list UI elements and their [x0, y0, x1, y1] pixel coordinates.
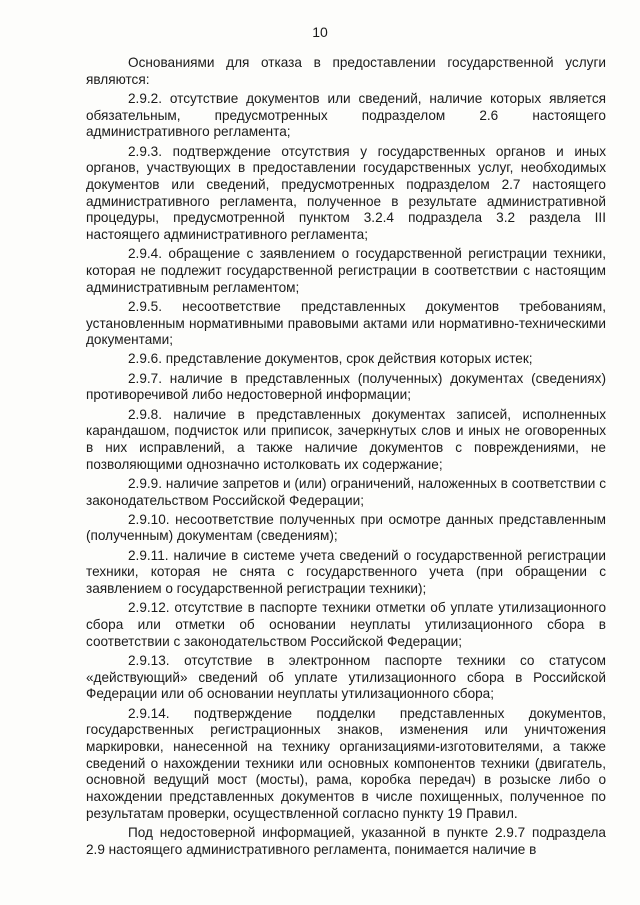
- paragraph-2-9-6: 2.9.6. представление документов, срок действия которых истек;: [128, 351, 533, 367]
- paragraph-2-9-9: 2.9.9. наличие запретов и (или) ограничений, наложенных в соответствии с законодательством Российской Федерации;: [86, 475, 606, 508]
- paragraph-intro: Основаниями для отказа в предоставлении государственной услуги являются:: [86, 55, 606, 87]
- paragraph-definition: Под недостоверной информацией, указанной в пункте 2.9.7 подраздела 2.9 настоящего административного регламента, понимается наличие в: [86, 824, 606, 857]
- paragraph-2-9-8: 2.9.8. наличие в представленных документах записей, исполненных карандашом, подчисток или приписок, зачеркнутых слов и иных не оговоренных в них исправлений, а также наличие документов с повреждениями, не позволяющими однозначно истолковать их содержание;: [86, 406, 606, 472]
- paragraph-2-9-2: 2.9.2. отсутствие документов или сведений, наличие которых является обязательным, предусмотренных подразделом 2.6 настоящего административного регламента;: [86, 90, 606, 140]
- paragraph-2-9-4: 2.9.4. обращение с заявлением о государственной регистрации техники, которая не подлежит государственной регистрации в соответствии с настоящим административным регламентом;: [86, 246, 606, 295]
- paragraph-2-9-12: 2.9.12. отсутствие в паспорте техники отметки об уплате утилизационного сбора или отметки об основании неуплаты утилизационного сбора в соответствии с законодательством Российской Федерации;: [86, 600, 606, 649]
- page-number: 10: [312, 24, 328, 40]
- paragraph-2-9-10: 2.9.10. несоответствие полученных при осмотре данных представленным (полученным) документам (сведениям);: [86, 511, 606, 544]
- document-body: [86, 55, 606, 858]
- paragraph-2-9-3: 2.9.3. подтверждение отсутствия у государственных органов и иных органов, участвующих в предоставлении государственных услуг, необходимых документов или сведений, предусмотренных подразделом 2.7 настоящего административного регламента, полученное в результате административной процедуры, предусмотренной пунктом 3.2.4 подраздела 3.2 раздела III настоящего административного регламента;: [86, 143, 606, 243]
- paragraph-2-9-11: 2.9.11. наличие в системе учета сведений о государственной регистрации техники, которая не снята с государственного учета (при обращении с заявлением о государственной регистрации техники);: [86, 547, 606, 597]
- paragraph-2-9-7: 2.9.7. наличие в представленных (полученных) документах (сведениях) противоречивой либо недостоверной информации;: [86, 370, 606, 403]
- paragraph-2-9-14: 2.9.14. подтверждение подделки представленных документов, государственных регистрационных знаков, изменения или уничтожения маркировки, нанесенной на технику организациями-изготовителями, а также сведений о нахождении техники или основных компонентов техники (двигатель, основной ведущий мост (мосты), рама, коробка передач) в розыске либо о нахождении представленных документов в числе похищенных, полученное по результатам проверки, осуществленной согласно пункту 19 Правил.: [86, 705, 606, 821]
- paragraph-2-9-13: 2.9.13. отсутствие в электронном паспорте техники со статусом «действующий» сведений об уплате утилизационного сбора в Российской Федерации или об основании неуплаты утилизационного сбора;: [86, 652, 606, 702]
- paragraph-2-9-5: 2.9.5. несоответствие представленных документов требованиям, установленным нормативными правовыми актами или нормативно-техническими документами;: [86, 298, 606, 348]
